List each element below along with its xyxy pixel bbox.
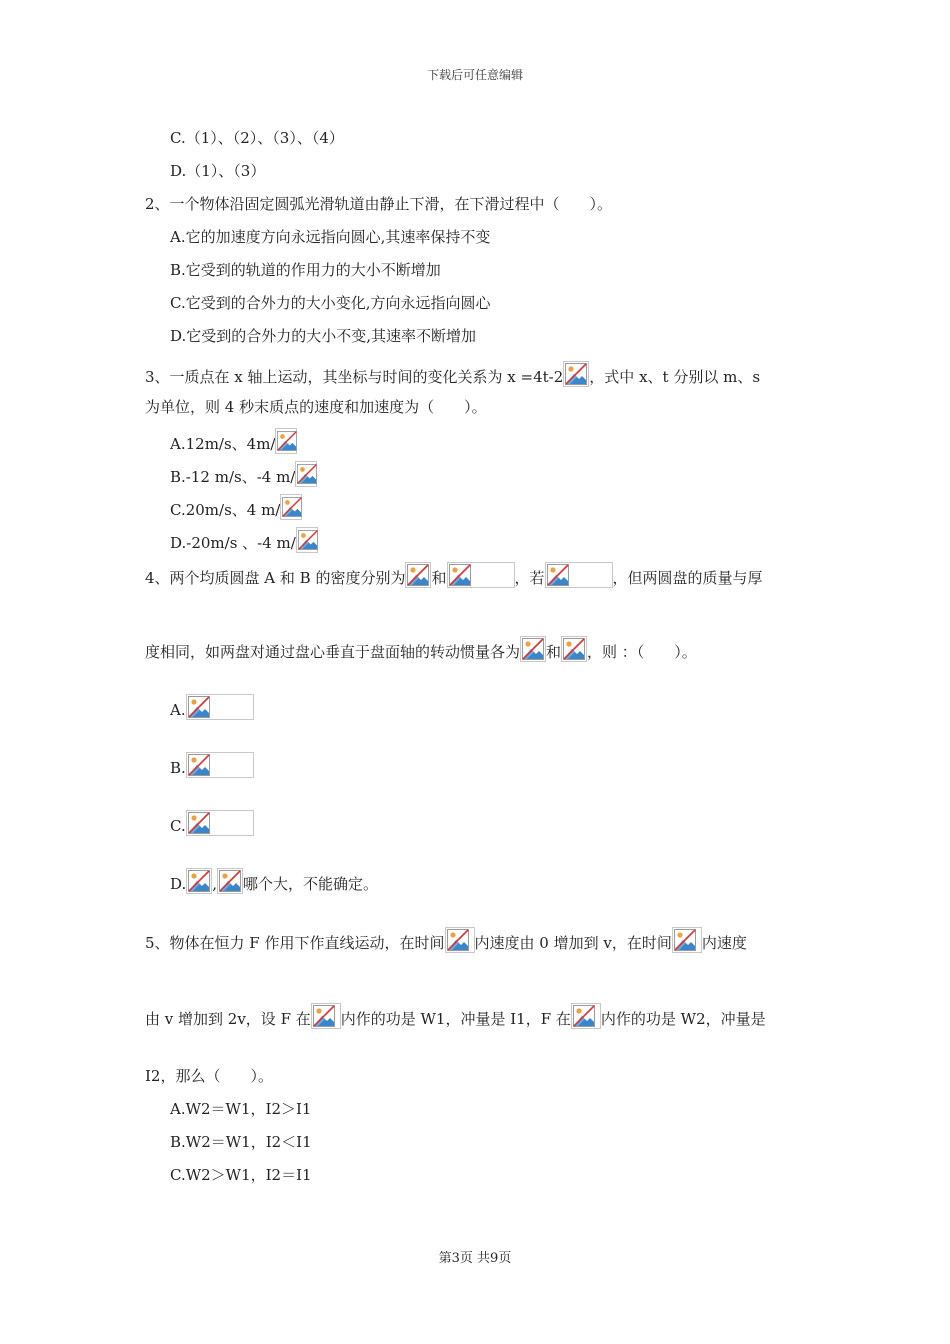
page-header: 下载后可任意编辑 xyxy=(426,68,523,82)
broken-image-icon xyxy=(280,494,302,520)
q3-option-d xyxy=(170,527,318,553)
q4-option-d-label: D. xyxy=(170,875,187,893)
q4-option-b-label: B. xyxy=(170,759,186,777)
broken-image-icon xyxy=(295,461,317,487)
q4-stem-text-d: ，但两圆盘的质量与厚 xyxy=(612,569,763,587)
broken-image-icon xyxy=(561,636,587,662)
q5-option-b: B.W2＝W1，I2＜I1 xyxy=(170,1133,312,1151)
q3-stem-line2: 为单位，则 4 秒末质点的速度和加速度为（ ）。 xyxy=(145,398,487,416)
q3-stem-line1 xyxy=(145,361,760,387)
q4-option-d-tail: 哪个大，不能确定。 xyxy=(243,875,379,893)
broken-image-icon xyxy=(275,428,297,454)
q5-option-c: C.W2＞W1，I2＝I1 xyxy=(170,1166,312,1184)
broken-image-icon xyxy=(217,868,243,894)
q3-option-b xyxy=(170,461,317,487)
q5-stem-text-2c: 内作的功是 W2，冲量是 xyxy=(600,1010,766,1028)
q4-option-d xyxy=(170,868,378,894)
q5-stem-line1 xyxy=(145,927,747,953)
broken-image-icon xyxy=(186,694,254,720)
q4-and: 和 xyxy=(431,569,447,587)
broken-image-icon xyxy=(563,361,589,387)
broken-image-icon xyxy=(311,1003,341,1029)
broken-image-icon xyxy=(296,527,318,553)
q4-option-b xyxy=(170,752,254,778)
broken-image-icon xyxy=(405,562,431,588)
q4-and-2: 和 xyxy=(546,643,562,661)
q2-option-c: C.它受到的合外力的大小变化,方向永远指向圆心 xyxy=(170,294,491,312)
broken-image-icon xyxy=(445,927,475,953)
broken-image-icon xyxy=(186,810,254,836)
q4-option-a-label: A. xyxy=(170,701,186,719)
q4-stem-text-2a: 度相同，如两盘对通过盘心垂直于盘面轴的转动惯量各为 xyxy=(145,643,521,661)
q3-option-c-text: C.20m/s、4 m/ xyxy=(170,501,281,519)
q2-option-a: A.它的加速度方向永远指向圆心,其速率保持不变 xyxy=(170,228,491,246)
broken-image-icon xyxy=(447,562,515,588)
q3-stem-text: 3、一质点在 x 轴上运动，其坐标与时间的变化关系为 x =4t-2 xyxy=(145,368,564,386)
q2-option-b: B.它受到的轨道的作用力的大小不断增加 xyxy=(170,261,441,279)
q5-stem-text-1a: 5、物体在恒力 F 作用下作直线运动，在时间 xyxy=(145,934,445,952)
q3-option-a-text: A.12m/s、4m/ xyxy=(170,435,276,453)
q5-stem-text-1b: 内速度由 0 增加到 v，在时间 xyxy=(474,934,672,952)
q4-option-c xyxy=(170,810,254,836)
q5-stem-text-1c: 内速度 xyxy=(701,934,747,952)
q4-stem-text-2c: ，则 ：（ ）。 xyxy=(587,643,697,661)
q4-if: ，若 xyxy=(514,569,545,587)
q3-option-b-text: B.-12 m/s、-4 m/ xyxy=(170,468,296,486)
q5-option-a: A.W2＝W1，I2＞I1 xyxy=(170,1100,312,1118)
q2-stem: 2、一个物体沿固定圆弧光滑轨道由静止下滑，在下滑过程中（ ）。 xyxy=(145,195,613,213)
q1-option-d: D.（1）、（3） xyxy=(170,162,266,180)
q4-option-c-label: C. xyxy=(170,817,186,835)
q5-stem-line2 xyxy=(145,1003,766,1029)
q3-stem-text-b: ，式中 x、t 分别以 m、s xyxy=(589,368,761,386)
broken-image-icon xyxy=(571,1003,601,1029)
q4-stem-line1 xyxy=(145,562,763,588)
q4-stem-text: 4、两个均质圆盘 A 和 B 的密度分别为 xyxy=(145,569,406,587)
q4-option-a xyxy=(170,694,254,720)
broken-image-icon xyxy=(186,752,254,778)
broken-image-icon xyxy=(672,927,702,953)
q4-stem-line2 xyxy=(145,636,697,662)
q3-option-d-text: D.-20m/s 、-4 m/ xyxy=(170,534,296,552)
page-footer: 第3页 共9页 xyxy=(438,1251,512,1266)
q5-stem-line3: I2，那么（ ）。 xyxy=(145,1067,273,1085)
q2-option-d: D.它受到的合外力的大小不变,其速率不断增加 xyxy=(170,327,477,345)
q5-stem-text-2b: 内作的功是 W1，冲量是 I1，F 在 xyxy=(340,1010,571,1028)
broken-image-icon xyxy=(186,868,212,894)
q4-option-d-comma: , xyxy=(212,875,218,893)
broken-image-icon xyxy=(520,636,546,662)
q3-option-a xyxy=(170,428,297,454)
q3-option-c xyxy=(170,494,302,520)
q1-option-c: C.（1）、（2）、（3）、（4） xyxy=(170,129,344,147)
broken-image-icon xyxy=(545,562,613,588)
q5-stem-text-2a: 由 v 增加到 2v，设 F 在 xyxy=(145,1010,311,1028)
